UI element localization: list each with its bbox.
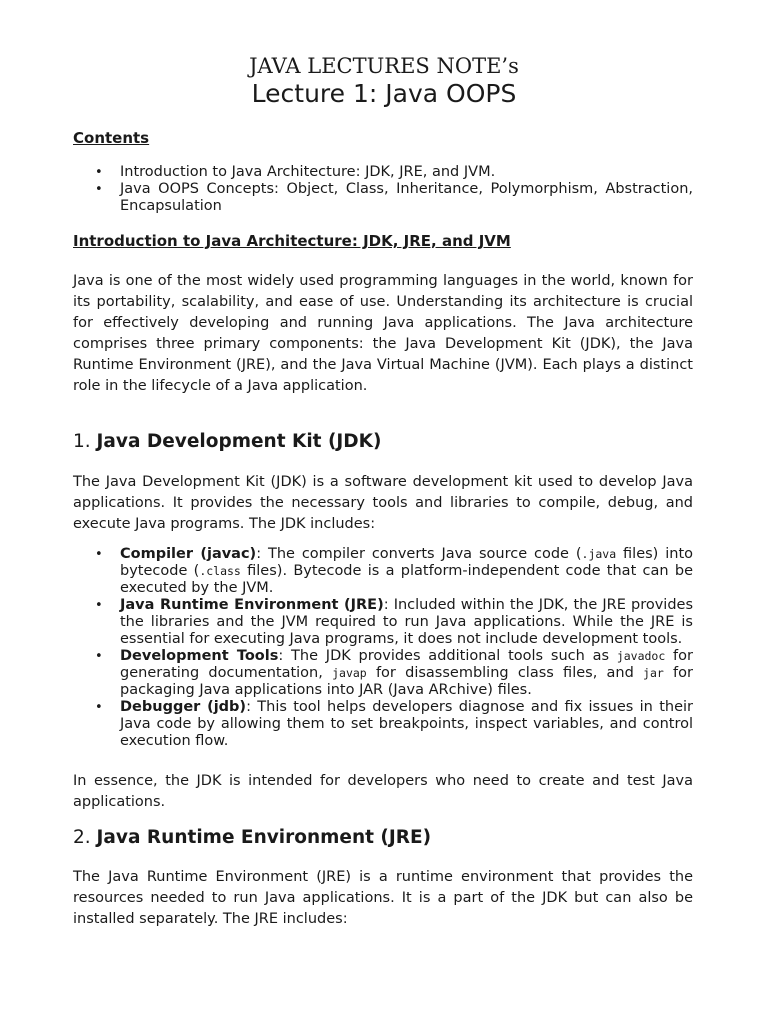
inline-code: jar — [643, 666, 664, 680]
jre-heading — [73, 826, 693, 850]
inline-code: .class — [199, 564, 241, 578]
jdk-item-debugger — [73, 699, 693, 750]
item-text: : The JDK provides additional tools such as — [278, 648, 617, 664]
contents-list — [73, 164, 693, 215]
jdk-heading-number: 1. — [73, 431, 91, 452]
jre-heading-number: 2. — [73, 827, 91, 848]
item-text: : This tool helps developers diagnose and fix issues in their Java code by allowing them to set breakpoints, inspect variables, and control execution flow. — [120, 699, 693, 749]
item-text: for packaging Java applications into JAR (Java ARchive) files. — [120, 665, 693, 698]
jre-paragraph: The Java Runtime Environment (JRE) is a runtime environment that provides the resources needed to run Java applications. It is a part of the JDK but can also be installed separately. The JRE includes: — [73, 869, 693, 927]
contents-item: • Introduction to Java Architecture: JDK, JRE, and JVM. — [73, 164, 693, 181]
contents-item: • Java OOPS Concepts: Object, Class, Inheritance, Polymorphism, Abstraction, Encapsulation — [73, 181, 693, 215]
term: Development Tools — [120, 648, 279, 664]
jdk-closing-paragraph: In essence, the JDK is intended for developers who need to create and test Java applications. — [73, 773, 693, 810]
item-text: for generating documentation, — [120, 648, 693, 681]
inline-code: javadoc — [616, 649, 666, 663]
jdk-heading — [73, 430, 693, 454]
jdk-components-list — [73, 546, 693, 750]
item-text: for disassembling class files, and — [366, 665, 644, 681]
jdk-heading-title: Java Development Kit (JDK) — [96, 431, 382, 452]
intro-paragraph: Java is one of the most widely used programming languages in the world, known for its portability, scalability, and ease of use. Understanding its architecture is crucial for effectively developing and running Java applications. The Java architecture comprises three primary components: the Java Development Kit (JDK), the Java Runtime Environment (JRE), and the Java Virtual Machine (JVM). Each plays a distinct role in the lifecycle of a Java application. — [73, 273, 693, 394]
contents-heading: Contents — [73, 129, 150, 147]
document-title: JAVA LECTURES NOTE’s — [249, 54, 519, 78]
term: Compiler (javac) — [120, 546, 257, 562]
jdk-item-dev-tools — [73, 648, 693, 699]
term: Debugger (jdb) — [120, 699, 247, 715]
item-text: files) into bytecode ( — [120, 546, 694, 579]
intro-heading: Introduction to Java Architecture: JDK, JRE, and JVM — [73, 232, 511, 250]
document-subtitle: Lecture 1: Java OOPS — [251, 79, 517, 108]
jre-heading-title: Java Runtime Environment (JRE) — [96, 827, 432, 848]
inline-code: .java — [581, 547, 617, 561]
item-text: : The compiler converts Java source code ( — [256, 546, 582, 562]
term: Java Runtime Environment (JRE) — [120, 597, 384, 613]
item-text: : Included within the JDK, the JRE provides the libraries and the JVM required to run Java applications. While the JRE is essential for executing Java programs, it does not include development tools. — [120, 597, 693, 647]
item-text: files). Bytecode is a platform-independent code that can be executed by the JVM. — [120, 563, 693, 596]
jdk-paragraph: The Java Development Kit (JDK) is a software development kit used to develop Java applications. It provides the necessary tools and libraries to compile, debug, and execute Java programs. The JDK includes: — [73, 474, 693, 532]
jdk-item-jre — [73, 597, 693, 648]
inline-code: javap — [332, 666, 367, 680]
jdk-item-compiler — [73, 546, 693, 597]
